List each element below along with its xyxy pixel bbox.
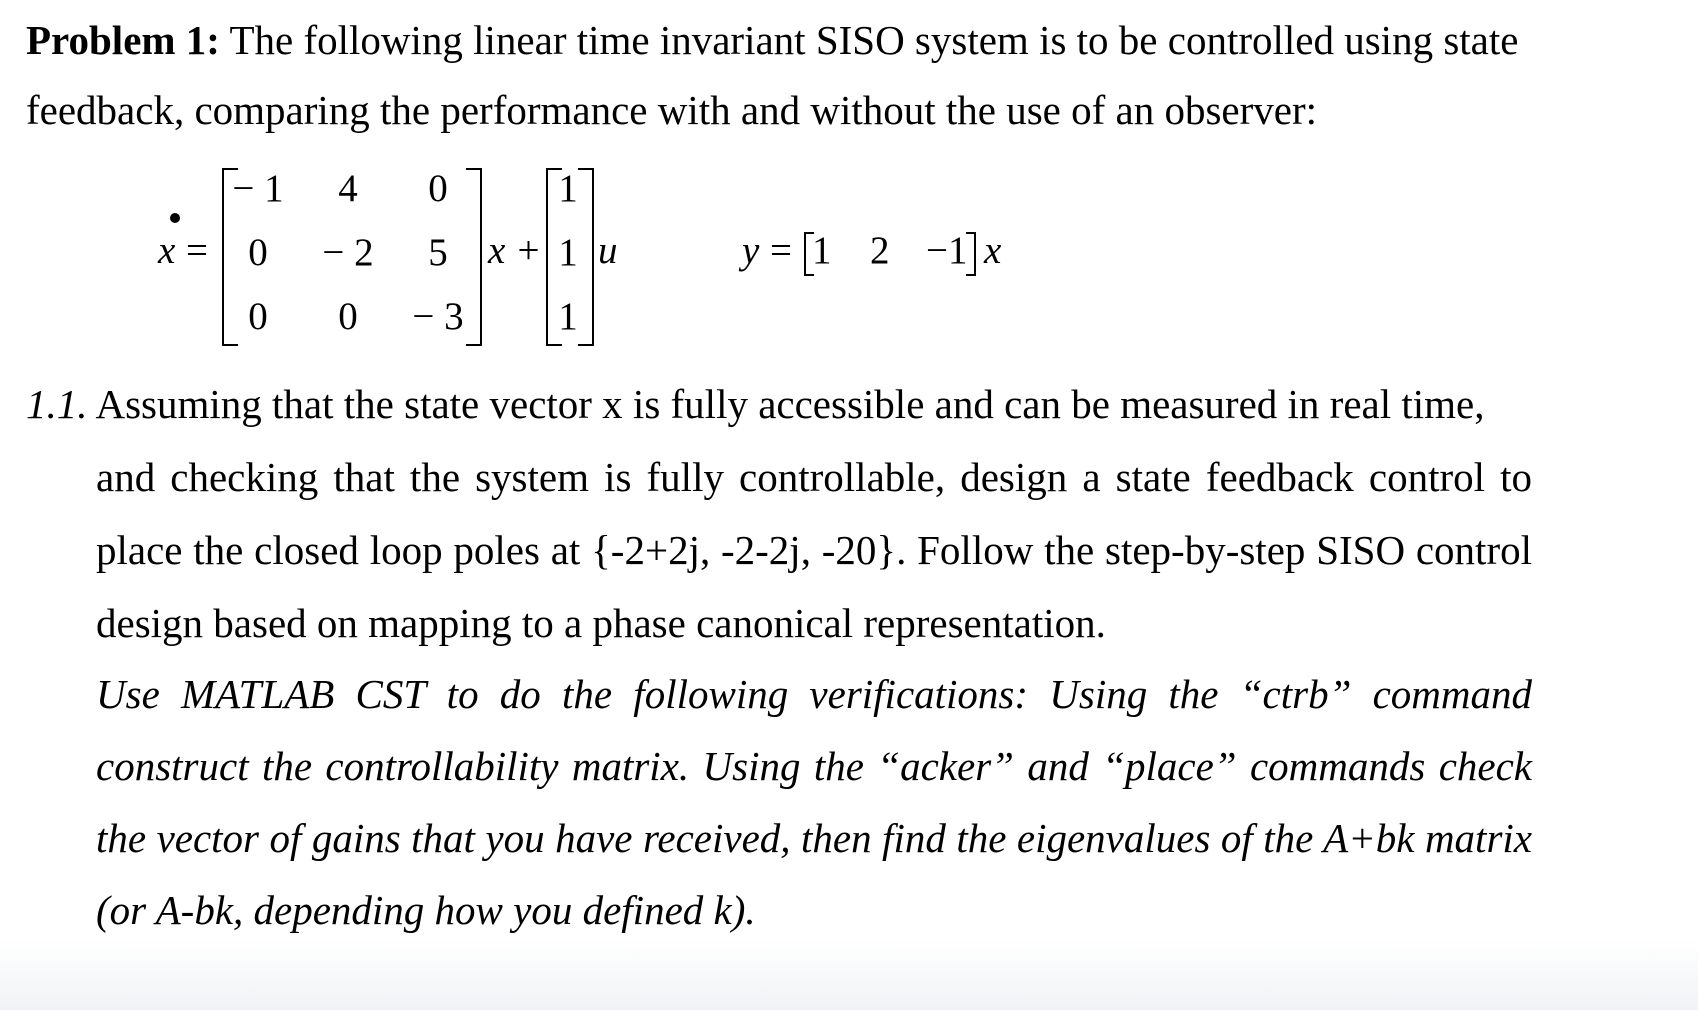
matrix-a-cell: 0	[428, 167, 448, 210]
vector-b-cell: 1	[558, 231, 578, 274]
times-x-plus: x +	[488, 229, 542, 272]
part-1-1-line-2: and checking that the system is fully controllable, design a state feedback control to	[96, 454, 1532, 500]
matrix-a-right-bracket	[466, 168, 482, 346]
problem-label: Problem 1:	[26, 17, 220, 63]
matrix-c-cell: 2	[870, 229, 890, 272]
vector-b-cell: 1	[558, 167, 578, 210]
matrix-c-cell: −1	[926, 229, 968, 272]
derivative-dot	[170, 213, 180, 223]
intro-line-2: feedback, comparing the performance with and without the use of an observer:	[26, 87, 1318, 133]
output-var: y	[742, 229, 760, 272]
part-number: 1.1.	[26, 381, 88, 427]
matrix-c-right-bracket	[966, 232, 976, 276]
matrix-a-cell: − 3	[412, 295, 464, 338]
vector-b-cell: 1	[558, 295, 578, 338]
matrix-c-cell: 1	[812, 229, 832, 272]
part-1-1-line-1	[26, 376, 1484, 432]
matrix-a-cell: − 1	[232, 167, 284, 210]
bottom-fade	[0, 940, 1698, 1010]
matrix-a-cell: − 2	[322, 231, 374, 274]
intro-line-1	[26, 12, 1518, 68]
output-state-var: x	[984, 229, 1002, 272]
vector-b-right-bracket	[578, 168, 594, 346]
equals-sign: =	[186, 229, 208, 272]
matrix-a-cell: 0	[248, 231, 268, 274]
matrix-a-cell: 0	[338, 295, 358, 338]
output-equals-sign: =	[770, 229, 792, 272]
matlab-line-2: construct the controllability matrix. Using the “acker” and “place” commands check	[96, 743, 1532, 789]
input-var: u	[598, 229, 618, 272]
part-1-1-text-1: Assuming that the state vector x is fully accessible and can be measured in real time,	[87, 381, 1485, 427]
matlab-line-3: the vector of gains that you have received, then find the eigenvalues of the A+bk matrix	[96, 815, 1532, 861]
part-1-1-line-4: design based on mapping to a phase canonical representation.	[96, 600, 1106, 646]
matrix-a-cell: 4	[338, 167, 358, 210]
intro-text-1: The following linear time invariant SISO system is to be controlled using state	[219, 17, 1519, 63]
matlab-line-4: (or A-bk, depending how you defined k).	[96, 887, 756, 933]
matrix-a-cell: 0	[248, 295, 268, 338]
state-var: x	[158, 229, 176, 272]
matlab-line-1: Use MATLAB CST to do the following verifications: Using the “ctrb” command	[96, 671, 1532, 717]
part-1-1-line-3: place the closed loop poles at {-2+2j, -2-2j, -20}. Follow the step-by-step SISO control	[96, 527, 1532, 573]
matrix-a-cell: 5	[428, 231, 448, 274]
